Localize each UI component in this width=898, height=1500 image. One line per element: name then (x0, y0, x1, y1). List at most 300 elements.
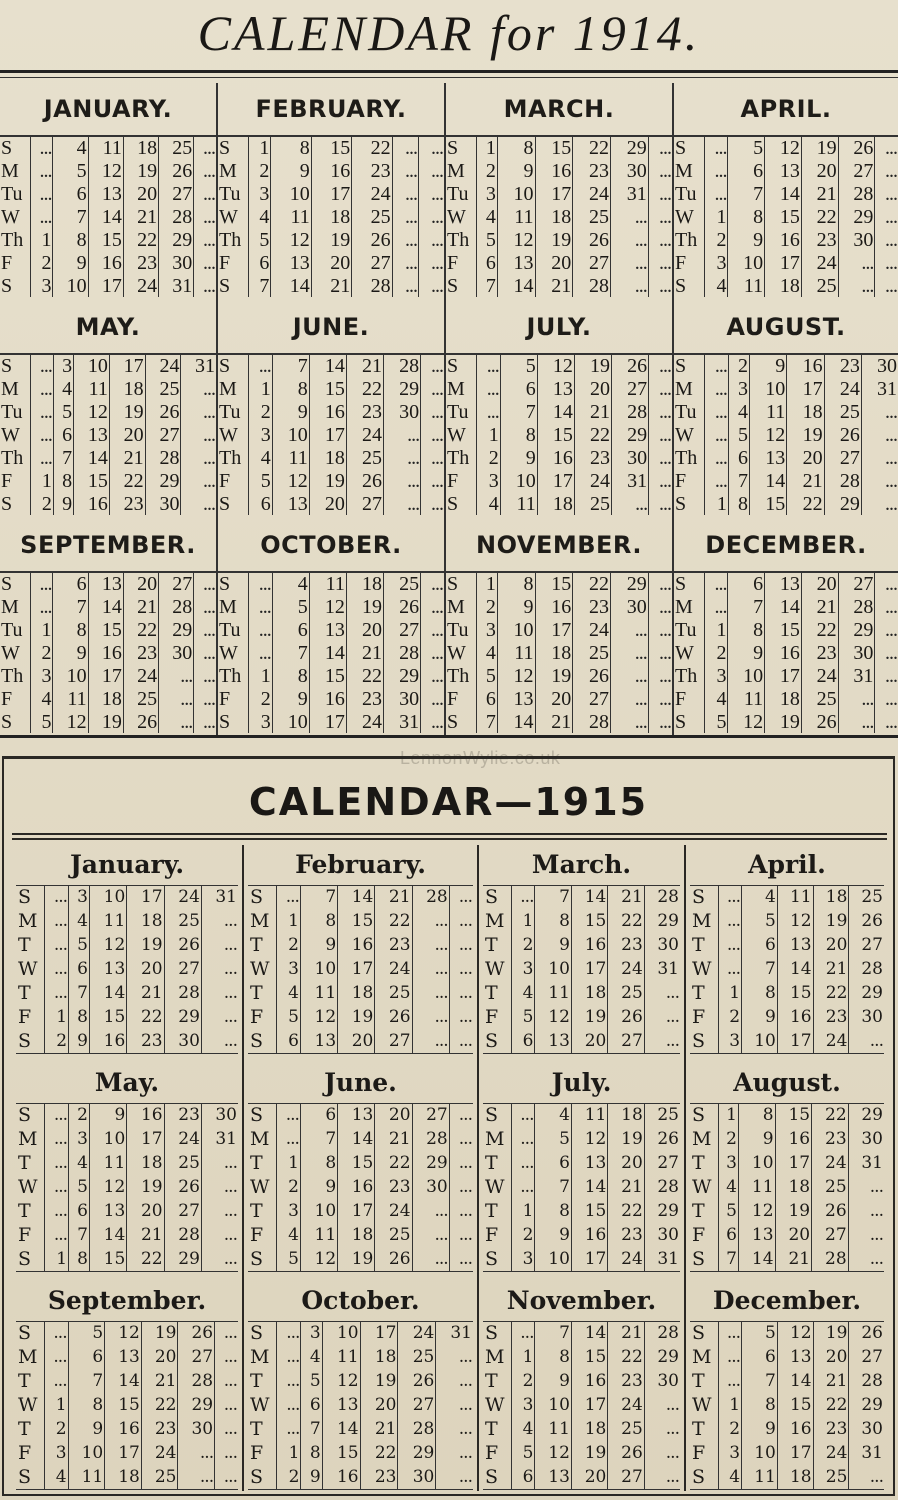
day-cell: 18 (765, 687, 802, 710)
day-cell: ... (392, 228, 418, 251)
day-cell: 22 (123, 618, 158, 641)
day-cell: ... (30, 182, 53, 205)
day-cell: 12 (89, 1176, 126, 1200)
day-cell: 4 (718, 1466, 742, 1490)
day-cell: 30 (838, 641, 875, 664)
day-cell: ... (875, 664, 898, 687)
month-name: JUNE. (292, 313, 370, 341)
day-cell: 7 (728, 595, 765, 618)
day-cell: 19 (88, 710, 123, 733)
weekday-label: S (219, 573, 231, 595)
day-cell: 24 (573, 618, 611, 641)
day-cell: 2 (511, 1224, 535, 1248)
day-cell: 7 (476, 274, 497, 297)
day-cell: ... (418, 205, 444, 228)
day-cell: ... (861, 492, 898, 515)
month-name: JULY. (526, 313, 592, 341)
day-cell: ... (718, 958, 742, 982)
day-cell: ... (181, 446, 216, 469)
day-cell: 26 (801, 710, 838, 733)
day-cell: 3 (718, 1152, 739, 1176)
day-cell: 22 (127, 1248, 164, 1272)
day-cell: 10 (272, 423, 309, 446)
day-cell: ... (649, 400, 672, 423)
day-cell: 29 (848, 1104, 884, 1128)
week-row (674, 251, 898, 274)
day-cell: 27 (352, 251, 392, 274)
weekday-label: W (219, 423, 238, 446)
month-block (479, 845, 686, 1063)
day-cell: 18 (813, 886, 849, 910)
day-cell: 5 (68, 1322, 105, 1346)
day-cell: 5 (742, 1322, 778, 1346)
day-cell: 19 (574, 354, 611, 377)
day-cell: ... (644, 1394, 680, 1418)
day-cell: 15 (537, 423, 574, 446)
day-cell: 6 (511, 1030, 535, 1054)
day-cell: ... (181, 469, 216, 492)
day-cell: ... (194, 136, 216, 159)
week-row (483, 1394, 680, 1418)
weekday-label: T (18, 1370, 31, 1392)
day-cell: 5 (511, 1442, 535, 1466)
weekday-label: T (485, 1200, 498, 1222)
week-row (218, 618, 444, 641)
day-cell: ... (30, 423, 53, 446)
day-cell: 18 (346, 572, 383, 595)
week-row (218, 595, 444, 618)
day-cell: 19 (571, 1006, 607, 1030)
week-row (0, 618, 216, 641)
day-cell: 22 (608, 910, 644, 934)
day-cell: ... (194, 687, 216, 710)
day-cell: 10 (500, 469, 537, 492)
day-cell: 15 (309, 377, 346, 400)
day-cell: 8 (497, 136, 535, 159)
weekday-label: S (250, 1322, 264, 1345)
day-cell: 5 (276, 1006, 300, 1030)
day-cell: 19 (535, 664, 573, 687)
day-cell: 15 (571, 910, 607, 934)
day-cell: ... (449, 886, 473, 910)
month-name: July. (551, 1068, 612, 1097)
day-cell: 24 (346, 423, 383, 446)
day-cell: ... (848, 1200, 884, 1224)
day-cell: 25 (375, 1224, 412, 1248)
day-cell: 10 (271, 182, 311, 205)
day-cell: 15 (749, 492, 786, 515)
week-row (218, 492, 444, 515)
day-cell: ... (644, 1006, 680, 1030)
day-cell: 14 (497, 274, 535, 297)
day-cell: 5 (704, 710, 728, 733)
day-cell: 14 (74, 446, 110, 469)
day-cell: 20 (775, 1224, 812, 1248)
week-row (248, 958, 473, 982)
weekday-label: F (485, 1006, 499, 1028)
day-cell: 19 (346, 595, 383, 618)
weekday-label: Th (219, 228, 242, 251)
day-cell: ... (392, 205, 418, 228)
day-cell: ... (449, 1200, 473, 1224)
week-row (16, 982, 238, 1006)
week-row (674, 469, 898, 492)
day-cell: ... (412, 982, 449, 1006)
weekday-label: W (250, 1176, 270, 1198)
day-cell: ... (421, 492, 444, 515)
weekday-label: T (250, 1418, 263, 1440)
day-cell: ... (649, 446, 672, 469)
day-cell: 31 (848, 1152, 884, 1176)
day-cell: ... (383, 423, 420, 446)
day-cell: 16 (765, 641, 802, 664)
day-cell: 13 (338, 1104, 375, 1128)
weekday-label: M (447, 595, 465, 618)
day-cell: 11 (309, 572, 346, 595)
day-cell: 26 (608, 1442, 644, 1466)
day-cell: ... (648, 205, 672, 228)
day-cell: 9 (739, 1128, 776, 1152)
day-cell: ... (412, 958, 449, 982)
week-row (248, 1104, 473, 1128)
day-cell: 9 (53, 492, 73, 515)
weekday-label: W (219, 205, 238, 228)
week-row (690, 1176, 884, 1200)
week-row (674, 377, 898, 400)
day-cell: 27 (164, 1200, 201, 1224)
day-cell: 5 (742, 910, 778, 934)
day-cell: ... (875, 205, 898, 228)
month-block (446, 83, 674, 301)
day-cell: 26 (608, 1006, 644, 1030)
day-cell: 16 (127, 1104, 164, 1128)
day-cell: 9 (300, 1176, 337, 1200)
day-cell: 8 (728, 492, 749, 515)
day-cell: 13 (765, 159, 802, 182)
day-cell: 4 (69, 1152, 90, 1176)
day-cell: 3 (276, 1200, 300, 1224)
day-cell: 4 (53, 136, 88, 159)
weekday-label: Th (1, 446, 24, 469)
weekday-label: M (219, 159, 237, 182)
day-cell: 2 (44, 1030, 69, 1054)
day-cell: 3 (718, 1030, 742, 1054)
week-row (16, 1006, 238, 1030)
weekday-label: M (675, 377, 693, 400)
day-cell: 19 (608, 1128, 644, 1152)
day-cell: ... (838, 274, 875, 297)
day-cell: 9 (535, 1370, 571, 1394)
day-cell: ... (194, 710, 216, 733)
day-cell: 22 (375, 1152, 412, 1176)
day-cell: 16 (309, 687, 346, 710)
day-cell: 22 (801, 618, 838, 641)
weekday-label: S (692, 1029, 706, 1052)
day-cell: 26 (375, 1006, 412, 1030)
day-cell: 31 (383, 710, 420, 733)
day-cell: 14 (739, 1248, 776, 1272)
day-cell: 10 (89, 886, 126, 910)
day-cell: 24 (608, 1394, 644, 1418)
day-cell: ... (648, 159, 672, 182)
day-cell: ... (276, 1104, 300, 1128)
day-cell: 17 (338, 958, 375, 982)
day-cell: ... (449, 934, 473, 958)
day-cell: 18 (127, 1152, 164, 1176)
weekday-label: M (250, 1346, 270, 1368)
weekday-label: S (250, 1247, 264, 1270)
day-cell: 1 (44, 1394, 68, 1418)
month-block (244, 1281, 479, 1491)
day-cell: 6 (53, 423, 73, 446)
day-cell: ... (875, 228, 898, 251)
day-cell: ... (201, 982, 238, 1006)
day-cell: 29 (824, 492, 861, 515)
day-cell: ... (875, 710, 898, 733)
week-row (446, 710, 672, 733)
weekday-label: S (219, 274, 231, 297)
day-cell: 18 (127, 910, 164, 934)
weekday-label: S (485, 1322, 499, 1345)
day-cell: ... (201, 1224, 238, 1248)
day-cell: 21 (123, 595, 158, 618)
day-cell: 26 (573, 664, 611, 687)
week-row (218, 423, 444, 446)
weekday-label: Th (447, 446, 470, 469)
day-cell: 30 (610, 159, 648, 182)
day-cell: 10 (728, 664, 765, 687)
day-cell: ... (704, 446, 728, 469)
day-cell: 22 (141, 1394, 178, 1418)
day-cell: 26 (812, 1200, 849, 1224)
week-row (674, 664, 898, 687)
weekday-label: Tu (447, 400, 469, 423)
day-cell: ... (44, 1322, 68, 1346)
month-table (248, 1321, 473, 1490)
day-cell: 28 (178, 1370, 215, 1394)
day-cell: 27 (573, 251, 611, 274)
weekday-label: S (1, 492, 13, 515)
day-cell: ... (44, 1152, 69, 1176)
day-cell: 6 (300, 1104, 337, 1128)
day-cell: ... (476, 354, 500, 377)
day-cell: 24 (123, 274, 158, 297)
day-cell: 26 (164, 1176, 201, 1200)
day-cell: 26 (159, 159, 194, 182)
day-cell: 31 (181, 354, 216, 377)
day-cell: 29 (398, 1442, 436, 1466)
month-table (248, 885, 473, 1054)
week-row (690, 934, 884, 958)
day-cell: 16 (777, 1418, 813, 1442)
day-cell: 23 (608, 1224, 644, 1248)
day-cell: ... (648, 251, 672, 274)
week-row (690, 1322, 884, 1346)
day-cell: 8 (68, 1394, 105, 1418)
weekday-label: S (250, 1029, 264, 1052)
weekday-label: Tu (675, 182, 697, 205)
day-cell: 8 (69, 1006, 90, 1030)
day-cell: 16 (74, 492, 110, 515)
day-cell: ... (875, 136, 898, 159)
weekday-label: M (675, 595, 693, 618)
day-cell: 19 (813, 1322, 849, 1346)
weekday-label: Th (675, 664, 698, 687)
day-cell: ... (181, 423, 216, 446)
day-cell: 21 (127, 1224, 164, 1248)
month-block (218, 519, 446, 735)
day-cell: 14 (322, 1418, 360, 1442)
weekday-label: Th (447, 228, 470, 251)
day-cell: 21 (801, 595, 838, 618)
day-cell: 16 (571, 1370, 607, 1394)
day-cell: 31 (838, 664, 875, 687)
day-cell: ... (181, 400, 216, 423)
weekday-label: T (18, 1418, 31, 1440)
day-cell: 28 (824, 469, 861, 492)
day-cell: 12 (309, 595, 346, 618)
day-cell: 23 (375, 934, 412, 958)
day-cell: 19 (309, 469, 346, 492)
day-cell: 11 (89, 910, 126, 934)
week-row (0, 492, 216, 515)
weekday-label: Tu (447, 618, 469, 641)
weekday-label: F (250, 1442, 264, 1464)
week-row (218, 687, 444, 710)
day-cell: 25 (849, 886, 884, 910)
day-cell: 7 (535, 1176, 571, 1200)
day-cell: 24 (824, 377, 861, 400)
day-cell: 23 (608, 934, 644, 958)
day-cell: 3 (476, 469, 500, 492)
day-cell: 31 (159, 274, 194, 297)
day-cell: 12 (765, 136, 802, 159)
day-cell: 13 (497, 687, 535, 710)
day-cell: 3 (511, 1394, 535, 1418)
day-cell: 2 (248, 400, 272, 423)
weekday-label: M (485, 1128, 505, 1150)
month-block (686, 1063, 888, 1281)
day-cell: ... (449, 958, 473, 982)
week-row (446, 423, 672, 446)
title-rule-bottom (12, 838, 887, 840)
day-cell: ... (194, 228, 216, 251)
day-cell: 10 (322, 1322, 360, 1346)
day-cell: 17 (360, 1322, 398, 1346)
day-cell: 24 (346, 710, 383, 733)
month-name: February. (295, 850, 426, 879)
day-cell: ... (248, 354, 272, 377)
day-cell: ... (30, 377, 53, 400)
day-cell: ... (44, 1104, 69, 1128)
month-table (483, 1321, 680, 1490)
day-cell: 15 (338, 910, 375, 934)
day-cell: 16 (535, 159, 573, 182)
day-cell: ... (511, 1322, 535, 1346)
month-block (674, 83, 898, 301)
day-cell: 24 (801, 664, 838, 687)
day-cell: 14 (309, 354, 346, 377)
month-block (244, 1063, 479, 1281)
day-cell: ... (861, 423, 898, 446)
day-cell: 2 (718, 1006, 742, 1030)
day-cell: ... (421, 446, 444, 469)
weekday-label: T (692, 1152, 705, 1174)
day-cell: 28 (383, 641, 420, 664)
day-cell: ... (649, 492, 672, 515)
day-cell: 24 (574, 469, 611, 492)
day-cell: 10 (68, 1442, 105, 1466)
week-row (248, 910, 473, 934)
day-cell: 5 (69, 1176, 90, 1200)
day-cell: 9 (271, 159, 311, 182)
weekday-label: W (1, 641, 20, 664)
day-cell: 6 (742, 934, 778, 958)
month-block (12, 1281, 244, 1491)
day-cell: 22 (360, 1442, 398, 1466)
day-cell: 21 (813, 958, 849, 982)
day-cell: ... (644, 1030, 680, 1054)
day-cell: 4 (476, 205, 497, 228)
day-cell: 13 (777, 934, 813, 958)
weekday-label: T (692, 982, 705, 1004)
day-cell: 14 (765, 595, 802, 618)
week-row (0, 159, 216, 182)
day-cell: 17 (109, 354, 145, 377)
month-block (674, 301, 898, 519)
weekday-label: F (18, 1442, 32, 1464)
weekday-label: M (219, 377, 237, 400)
day-cell: 23 (573, 159, 611, 182)
weekday-label: W (18, 1176, 38, 1198)
day-cell: ... (610, 618, 648, 641)
weekday-label: F (447, 251, 459, 274)
day-cell: 23 (608, 1370, 644, 1394)
day-cell: 18 (338, 1224, 375, 1248)
day-cell: ... (718, 910, 742, 934)
day-cell: 4 (248, 446, 272, 469)
day-cell: ... (201, 1176, 238, 1200)
day-cell: ... (215, 1466, 238, 1490)
weekday-label: S (692, 1104, 706, 1127)
day-cell: ... (476, 377, 500, 400)
day-cell: 12 (53, 710, 88, 733)
day-cell: 21 (535, 710, 573, 733)
day-cell: 29 (164, 1248, 201, 1272)
title-rule-top (12, 833, 887, 835)
day-cell: 9 (89, 1104, 126, 1128)
day-cell: 15 (74, 469, 110, 492)
day-cell: 8 (535, 1346, 571, 1370)
month-block (12, 1063, 244, 1281)
day-cell: ... (421, 595, 444, 618)
day-cell: 26 (383, 595, 420, 618)
week-row (218, 664, 444, 687)
weekday-label: S (250, 1104, 264, 1127)
day-cell: 6 (272, 618, 309, 641)
day-cell: 6 (276, 1030, 300, 1054)
day-cell: 1 (248, 664, 272, 687)
day-cell: 12 (777, 910, 813, 934)
day-cell: ... (215, 1322, 238, 1346)
weekday-label: W (675, 423, 694, 446)
day-cell: 22 (109, 469, 145, 492)
weekday-label: W (485, 1394, 505, 1416)
day-cell: 19 (775, 1200, 812, 1224)
day-cell: 24 (145, 354, 181, 377)
day-cell: 2 (476, 595, 497, 618)
day-cell: 21 (813, 1370, 849, 1394)
